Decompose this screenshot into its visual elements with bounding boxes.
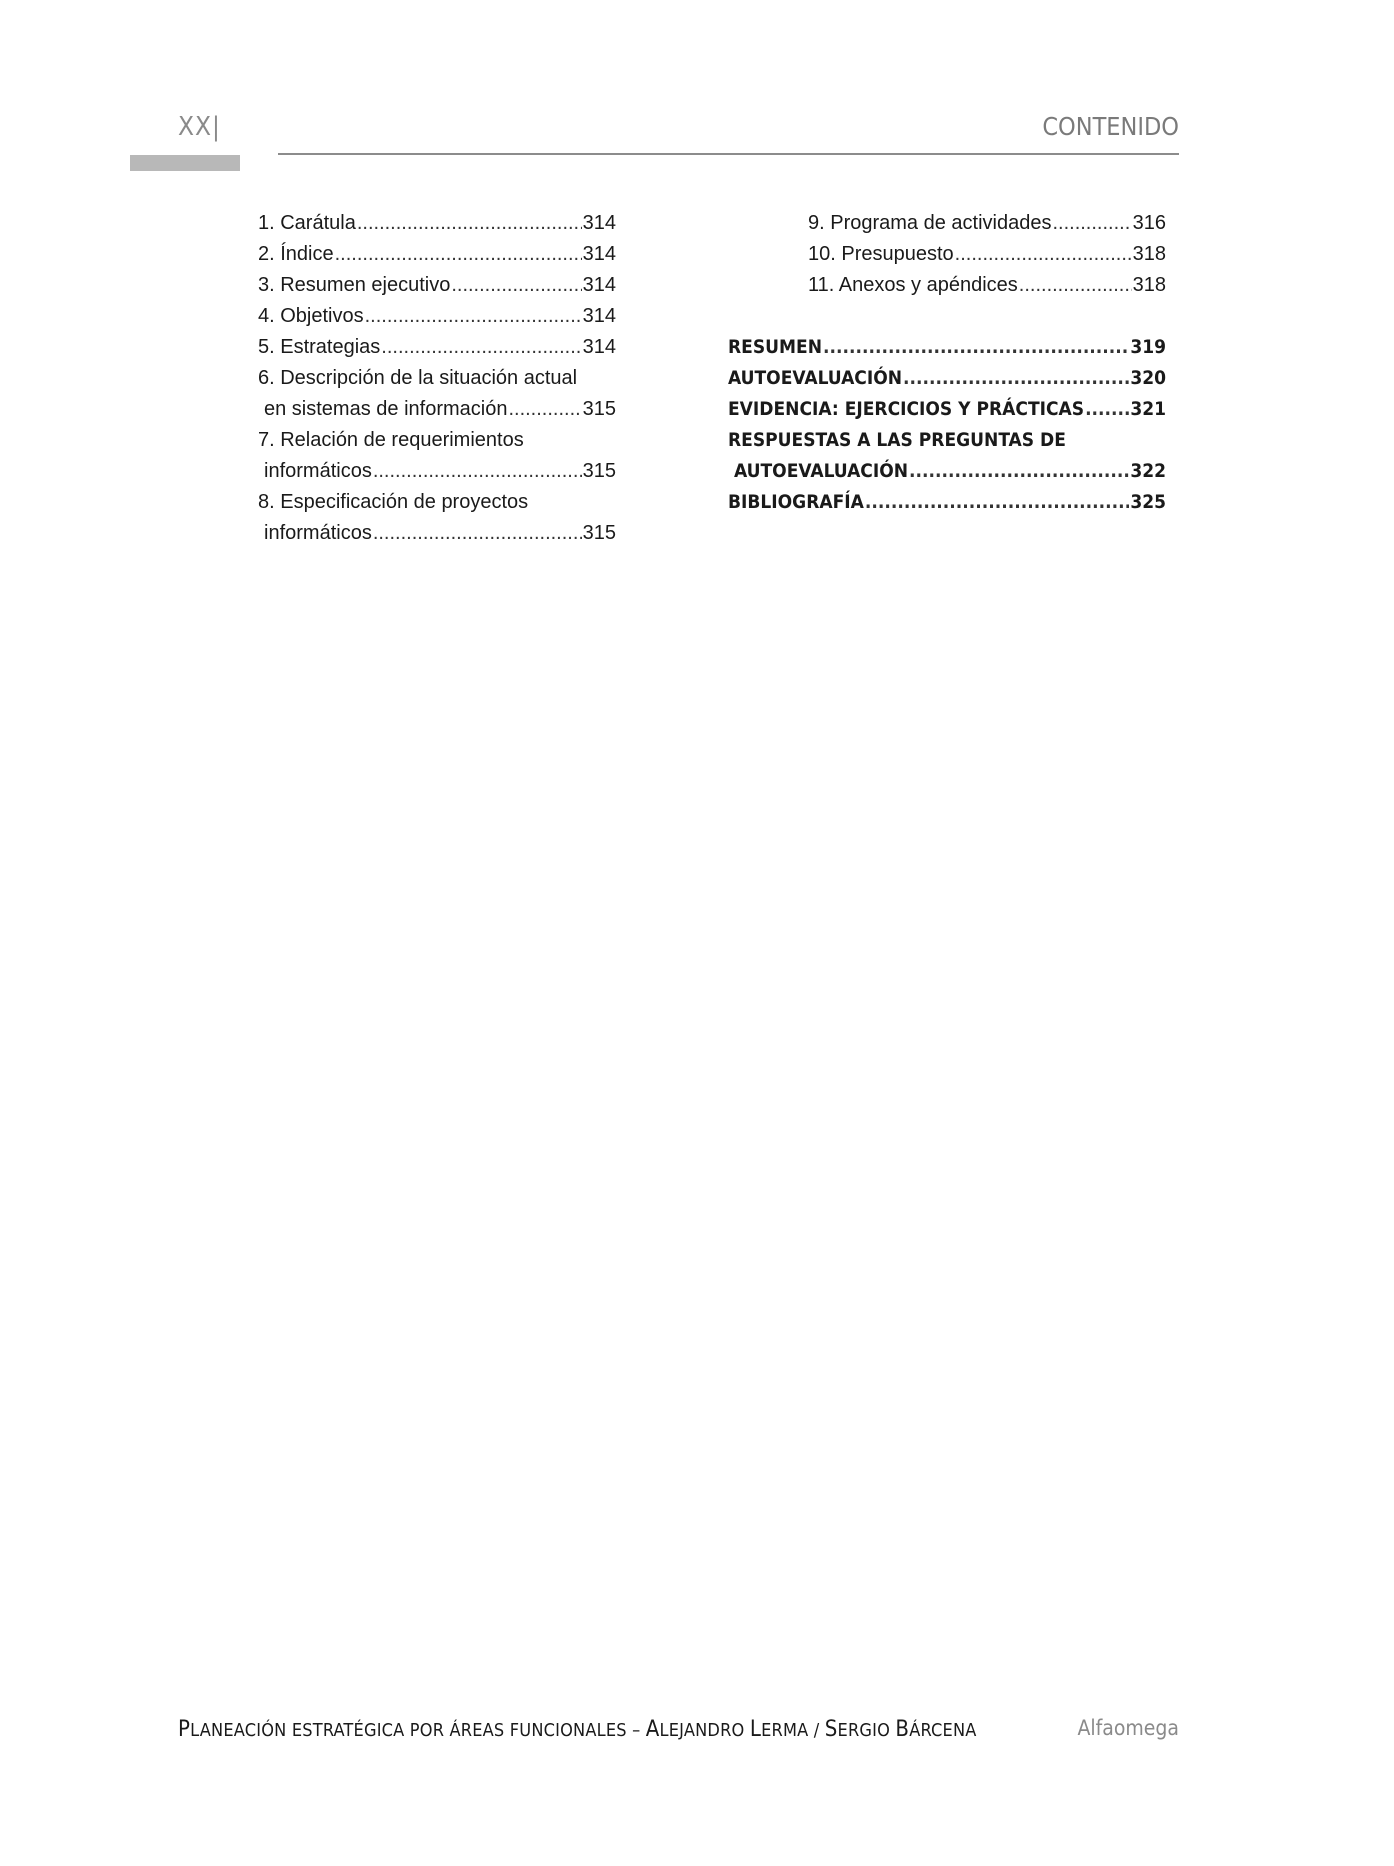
toc-entry-page: 314 [582, 305, 616, 327]
toc-entry-label: 5. Estrategias [258, 336, 381, 358]
toc-leader-dots [357, 208, 582, 239]
toc-entry-label-line1: 8. Especificación de proyectos [258, 491, 529, 513]
toc-entry[interactable] [728, 487, 1166, 518]
toc-entry[interactable] [728, 425, 1166, 487]
toc-leader-dots [451, 270, 581, 301]
toc-entry-label: EVIDENCIA: EJERCICIOS Y PRÁCTICAS [728, 398, 1085, 420]
toc-entry-label: informáticos [264, 460, 372, 482]
toc-entry-page: 318 [1132, 243, 1166, 265]
toc-entry-label: 2. Índice [258, 243, 334, 265]
toc-entry-page: 325 [1130, 491, 1166, 513]
toc-entry[interactable] [258, 301, 616, 332]
toc-entry-page: 321 [1130, 398, 1166, 420]
toc-entry-page: 322 [1130, 460, 1166, 482]
section-title: CONTENIDO [1042, 112, 1179, 141]
footer-book-title: PLANEACIÓN ESTRATÉGICA POR ÁREAS FUNCIONALES – ALEJANDRO LERMA / SERGIO BÁRCENA [178, 1717, 977, 1742]
toc-entry[interactable] [258, 332, 616, 363]
toc-leader-dots [1085, 394, 1129, 425]
toc-entry[interactable] [258, 270, 616, 301]
toc-entry[interactable] [808, 239, 1166, 270]
toc-entry-label: en sistemas de información [264, 398, 508, 420]
toc-entry-label: 10. Presupuesto [808, 243, 954, 265]
toc-entry-page: 314 [582, 336, 616, 358]
toc-entry[interactable] [808, 208, 1166, 239]
toc-entry-page: 315 [582, 398, 616, 420]
toc-entry-page: 314 [582, 274, 616, 296]
toc-entry[interactable] [728, 363, 1166, 394]
toc-entry[interactable] [258, 487, 616, 549]
toc-entry-label: 3. Resumen ejecutivo [258, 274, 451, 296]
toc-entry[interactable] [258, 363, 616, 425]
toc-entry-page: 320 [1130, 367, 1166, 389]
toc-leader-dots [909, 456, 1129, 487]
footer-publisher: Alfaomega [1077, 1716, 1179, 1740]
toc-entry-page: 315 [582, 460, 616, 482]
toc-entry-page: 314 [582, 243, 616, 265]
toc-entry-label: RESUMEN [728, 336, 823, 358]
toc-leader-dots [335, 239, 582, 270]
toc-left-column [258, 208, 616, 549]
toc-leader-dots [1019, 270, 1132, 301]
toc-leader-dots [955, 239, 1132, 270]
toc-entry-page: 318 [1132, 274, 1166, 296]
toc-entry-label-line1: 6. Descripción de la situación actual [258, 367, 578, 389]
header-gray-tab [130, 155, 240, 171]
toc-entry-page: 319 [1130, 336, 1166, 358]
header-rule [278, 153, 1179, 155]
toc-entry-label: 4. Objetivos [258, 305, 364, 327]
toc-entry[interactable] [258, 425, 616, 487]
toc-leader-dots [903, 363, 1129, 394]
toc-leader-dots [865, 487, 1129, 518]
toc-leader-dots [823, 332, 1129, 363]
toc-right-main-column [728, 332, 1166, 518]
toc-leader-dots [1052, 208, 1131, 239]
toc-entry[interactable] [728, 332, 1166, 363]
toc-entry-page: 314 [582, 212, 616, 234]
toc-leader-dots [508, 394, 581, 425]
toc-entry[interactable] [258, 208, 616, 239]
toc-right-sub-column [808, 208, 1166, 301]
toc-entry-page: 316 [1132, 212, 1166, 234]
toc-entry[interactable] [808, 270, 1166, 301]
toc-entry-label: 11. Anexos y apéndices [808, 274, 1018, 296]
toc-entry[interactable] [728, 394, 1166, 425]
toc-entry-label: AUTOEVALUACIÓN [734, 460, 909, 482]
toc-leader-dots [381, 332, 581, 363]
toc-entry[interactable] [258, 239, 616, 270]
toc-entry-label-line1: 7. Relación de requerimientos [258, 429, 524, 451]
toc-entry-page: 315 [582, 522, 616, 544]
toc-entry-label: BIBLIOGRAFÍA [728, 491, 864, 513]
toc-leader-dots [373, 518, 582, 549]
toc-entry-label: AUTOEVALUACIÓN [728, 367, 903, 389]
toc-entry-label: 9. Programa de actividades [808, 212, 1052, 234]
toc-entry-label: 1. Carátula [258, 212, 356, 234]
toc-leader-dots [373, 456, 582, 487]
toc-entry-label-line1: RESPUESTAS A LAS PREGUNTAS DE [728, 429, 1066, 451]
page-number: XX| [178, 112, 221, 142]
toc-leader-dots [365, 301, 582, 332]
toc-entry-label: informáticos [264, 522, 372, 544]
